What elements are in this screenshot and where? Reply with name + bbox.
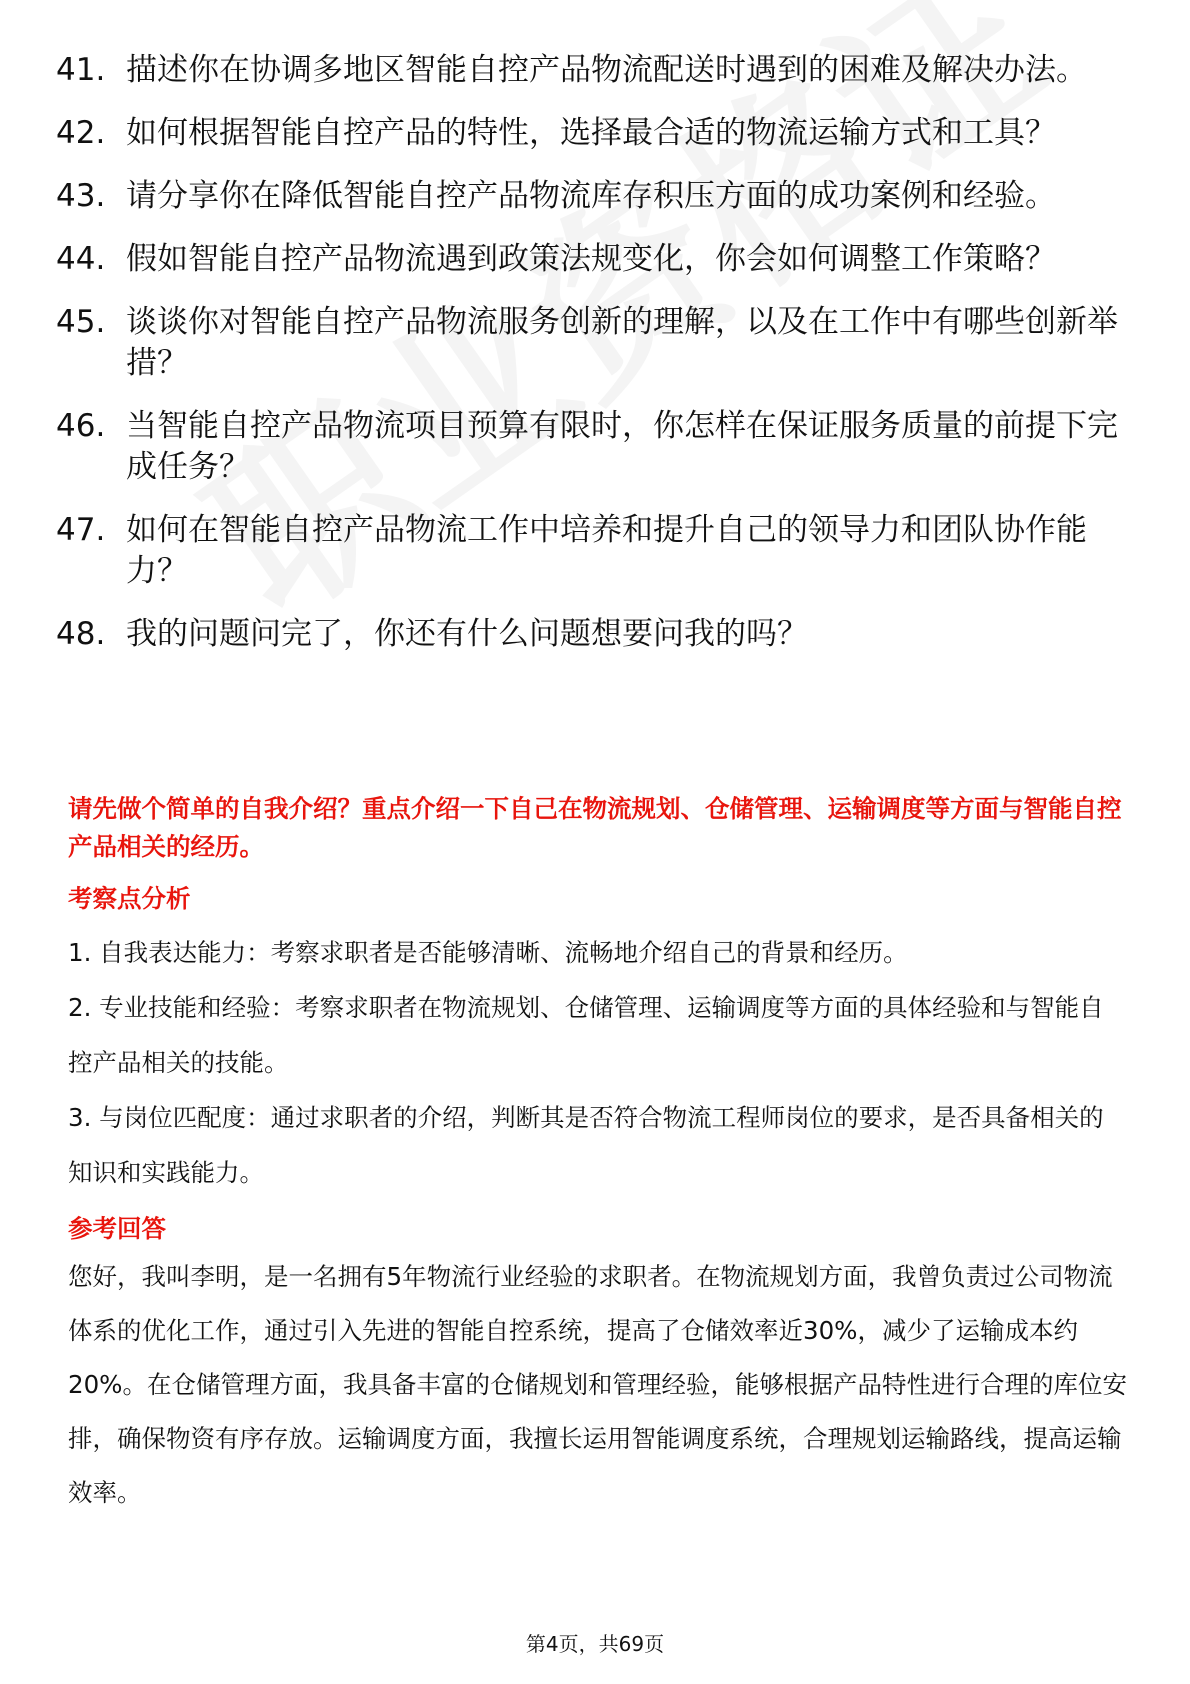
analysis-point: 2. 专业技能和经验：考察求职者在物流规划、仓储管理、运输调度等方面的具体经验和与智能自控产品相关的技能。 xyxy=(68,993,1104,1077)
analysis-point: 1. 自我表达能力：考察求职者是否能够清晰、流畅地介绍自己的背景和经历。 xyxy=(68,938,908,967)
question-number: 48. xyxy=(56,616,106,652)
question-item xyxy=(56,510,1126,592)
question-item xyxy=(56,176,1126,217)
answer-text: 您好，我叫李明，是一名拥有5年物流行业经验的求职者。在物流规划方面，我曾负责过公司物流体系的优化工作，通过引入先进的智能自控系统，提高了仓储效率近30%，减少了运输成本约20%。在仓储管理方面，我具备丰富的仓储规划和管理经验，能够根据产品特性进行合理的库位安排，确保物资有序存放。运输调度方面，我擅长运用智能调度系统，合理规划运输路线，提高运输效率。 xyxy=(68,1262,1127,1507)
question-text: 如何在智能自控产品物流工作中培养和提升自己的领导力和团队协作能力？ xyxy=(126,512,1087,589)
question-item xyxy=(56,50,1126,91)
question-item xyxy=(56,302,1126,384)
question-text: 我的问题问完了，你还有什么问题想要问我的吗？ xyxy=(126,616,808,652)
question-text: 假如智能自控产品物流遇到政策法规变化，你会如何调整工作策略？ xyxy=(126,241,1056,277)
analysis-heading: 考察点分析 xyxy=(68,884,191,913)
question-text: 如何根据智能自控产品的特性，选择最合适的物流运输方式和工具？ xyxy=(126,115,1056,151)
question-text: 请分享你在降低智能自控产品物流库存积压方面的成功案例和经验。 xyxy=(126,178,1056,214)
question-number: 41. xyxy=(56,52,106,88)
analysis-point-list xyxy=(68,925,1128,1200)
question-item xyxy=(56,239,1126,280)
question-number: 43. xyxy=(56,178,106,214)
question-number: 45. xyxy=(56,304,106,340)
question-text: 谈谈你对智能自控产品物流服务创新的理解，以及在工作中有哪些创新举措？ xyxy=(126,304,1118,381)
question-number: 44. xyxy=(56,241,106,277)
analysis-point: 3. 与岗位匹配度：通过求职者的介绍，判断其是否符合物流工程师岗位的要求，是否具备相关的知识和实践能力。 xyxy=(68,1103,1104,1187)
answer-heading: 参考回答 xyxy=(68,1214,166,1243)
question-item xyxy=(56,614,1126,655)
question-text: 描述你在协调多地区智能自控产品物流配送时遇到的困难及解决办法。 xyxy=(126,52,1087,88)
page-footer: 第4页，共69页 xyxy=(525,1632,665,1656)
question-list xyxy=(56,50,1126,677)
question-number: 47. xyxy=(56,512,106,548)
question-item xyxy=(56,406,1126,488)
question-text: 当智能自控产品物流项目预算有限时，你怎样在保证服务质量的前提下完成任务？ xyxy=(126,408,1118,485)
section-question: 请先做个简单的自我介绍？重点介绍一下自己在物流规划、仓储管理、运输调度等方面与智能自控产品相关的经历。 xyxy=(68,794,1122,861)
question-number: 42. xyxy=(56,115,106,151)
question-number: 46. xyxy=(56,408,106,444)
question-item xyxy=(56,113,1126,154)
